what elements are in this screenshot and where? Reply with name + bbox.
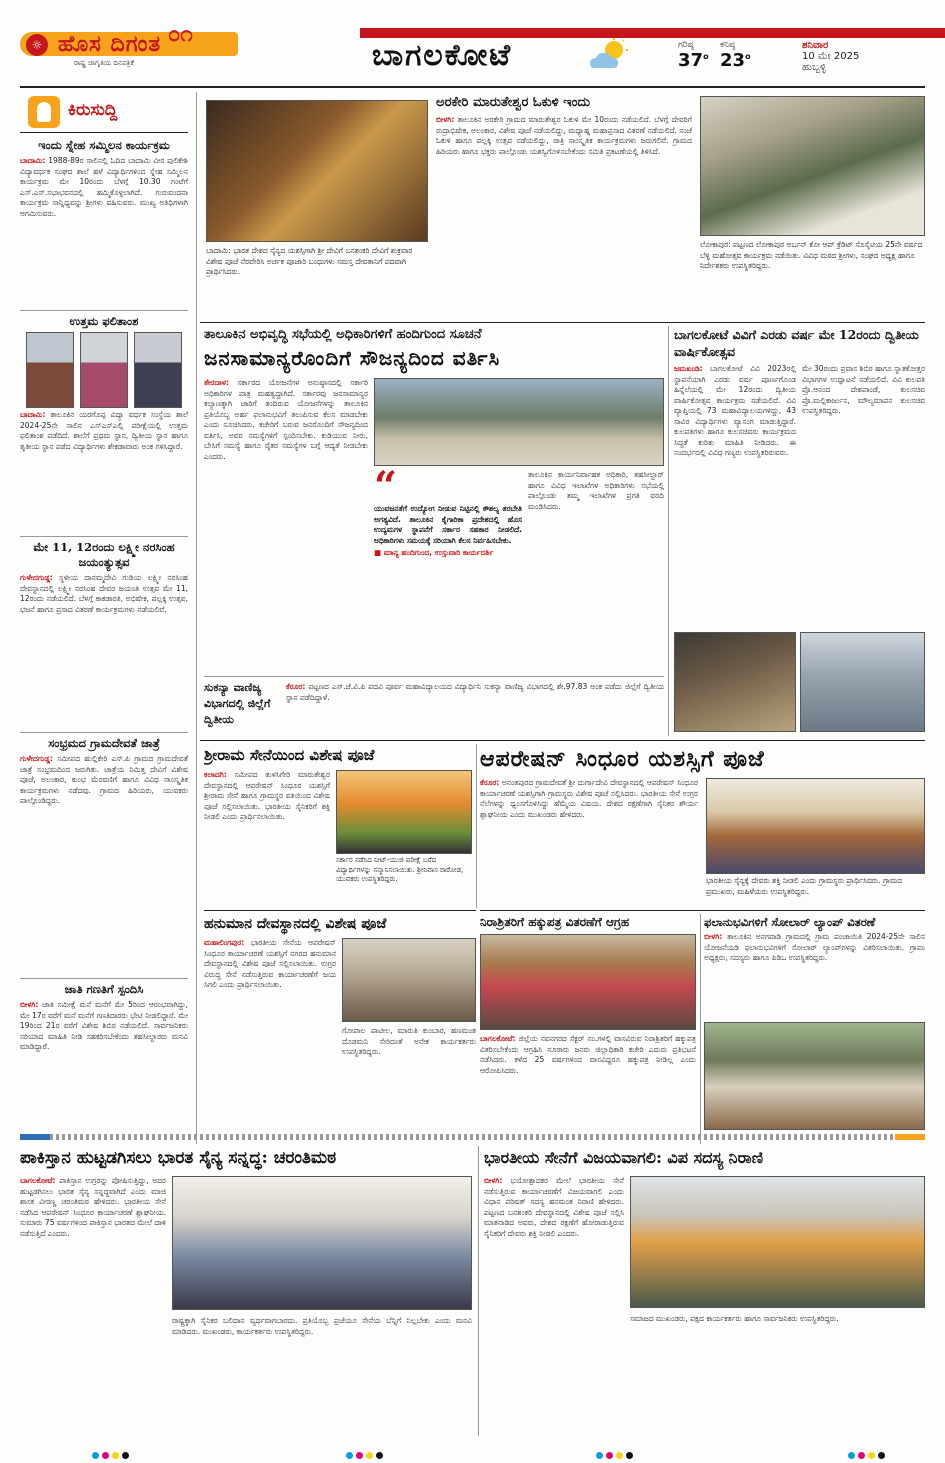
solar-story: ಫಲಾನುಭವಿಗಳಿಗೆ ಸೋಲಾರ್ ಲ್ಯಾಂಪ್ ವಿತರಣೆ ಬೀಳಗಿ: ತಾಲೂಕಿನ ಅನಗವಾಡಿ ಗ್ರಾಮದಲ್ಲಿ ಗ್ರಾಮ ಪಂಚಾಯಿತಿ 2024-25ನೇ ಸಾಲಿನ ಯೋಜನೆಯಡಿ ಫಲಾನುಭವಿಗಳಿಗೆ ಸೋಲಾರ್ ಲ್ಯಾಂಪ್‌ಗಳನ್ನು ವಿತರಿಸಲಾಯಿತು. ಗ್ರಾಪಂ ಅಧ್ಯಕ್ಷರು, ಸದಸ್ಯರು ಹಾಗೂ ಪಿಡಿಒ ಉಪಸ್ಥಿತರಿದ್ದರು. (704, 914, 925, 1144)
newspaper-logo: ☼ ಹೊಸ ದಿಗಂತ ರಾಷ್ಟ್ರ ಜಾಗೃತಿಯ ದಿನಪತ್ರಿಕೆ (20, 32, 238, 78)
dashed-divider (20, 1134, 925, 1140)
registration-dots (596, 1444, 636, 1452)
student-photo (134, 332, 182, 408)
min-temp: ಕನಿಷ್ಠ 23$^o$ (720, 40, 751, 71)
society-photo (700, 96, 925, 236)
temple-photo (206, 100, 428, 242)
pakistan-photo (172, 1176, 472, 1310)
vv-story: ಬಾಗಲಕೋಟೆ ವಿವಿಗೆ ಎರಡು ವರ್ಷ ಮೇ 12ರಂದು ದ್ವಿತೀಯ ವಾರ್ಷಿಕೋತ್ಸವ ಜಮಖಂಡಿ: ಬಾಗಲಕೋಟೆ ವಿವಿ 2023ರಲ್ಲಿ ಸ್ಥಾಪನೆಯಾಗಿ ಎರಡು ವರ್ಷ ಪೂರ್ಣಗೊಂಡ ಹಿನ್ನೆಲೆಯಲ್ಲಿ ಮೇ 12ರಂದು ದ್ವಿತೀಯ ವಾರ್ಷಿಕೋತ್ಸವ ಕಾರ್ಯಕ್ರಮ ನಡೆಯಲಿದೆ. ವಿವಿ ವ್ಯಾಪ್ತಿಯಲ್ಲಿ 73 ಮಹಾವಿದ್ಯಾಲಯಗಳಿದ್ದು, 43 ಸಾವಿರ ವಿದ್ಯಾರ್ಥಿಗಳು ವ್ಯಾಸಂಗ ಮಾಡುತ್ತಿದ್ದಾರೆ. ಕುಲಪತಿಗಳು ಹಾಗೂ ಕುಲಸಚಿವರು ಕಾರ್ಯಕ್ರಮದ ಸಿದ್ಧತೆ ಕುರಿತು ಮಾಹಿತಿ ನೀಡಿದರು. ಈ ಸಂದರ್ಭದಲ್ಲಿ ವಿವಿಧ ಗಣ್ಯರು ಉಪಸ್ಥಿತರಿರುವರು. ಮೇ 30ರಂದು ಪ್ರವಾಸ ಶಿಬಿರ ಹಾಗೂ ಸ್ನಾತಕೋತ್ತರ ವಿಭಾಗಗಳ ಉದ್ಘಾಟನೆ ನಡೆಯಲಿದೆ. ವಿವಿ ಕುಲಪತಿ ಪ್ರೊ.ಆನಂದ ದೇಶಪಾಂಡೆ, ಕುಲಸಚಿವ ಪ್ರೊ.ಮಲ್ಲಿಕಾರ್ಜುನ, ಮೌಲ್ಯಮಾಪನ ಕುಲಸಚಿವ ಉಪಸ್ಥಿತರಿದ್ದರು. (674, 327, 925, 457)
page-number: ೦೧ (168, 22, 193, 47)
kirusuddi-header: ಕಿರುಸುದ್ದಿ (20, 92, 188, 132)
kirusuddi-sidebar (20, 92, 188, 1144)
max-temp: ಗರಿಷ್ಠ 37$^o$ (678, 40, 709, 71)
hanuman-photo (342, 938, 476, 1022)
protest-photo (480, 934, 696, 1030)
finger-icon (28, 96, 60, 128)
top-band (360, 28, 945, 38)
vv-photo-speaker (674, 632, 796, 732)
sriram-story: ಶ್ರೀರಾಮ ಸೇನೆಯಿಂದ ವಿಶೇಷ ಪೂಜೆ ಕಲಾದಗಿ: ಸಮೀಪದ ತುಳಸಿಗೇರಿ ಮಾರುತೇಶ್ವರ ದೇವಸ್ಥಾನದಲ್ಲಿ ಆಪರೇಷನ್ ಸಿಂಧೂರ ಯಶಸ್ಸಿಗೆ ಶ್ರೀರಾಮ ಸೇನೆ ಹಾಗೂ ಗ್ರಾಮಸ್ಥರ ವತಿಯಿಂದ ವಿಶೇಷ ಪೂಜೆ ಸಲ್ಲಿಸಲಾಯಿತು. ಭಾರತೀಯ ಸೈನಿಕರಿಗೆ ಶಕ್ತಿ ನೀಡಲಿ ಎಂದು ಪ್ರಾರ್ಥಿಸಲಾಯಿತು. ಸರ್ಕಾರ ನಡೆಸಿದ ನೀಟ್-ಯುಜಿ ಪರೀಕ್ಷೆ ಬರೆದ ವಿದ್ಯಾರ್ಥಿಗಳನ್ನು ಸನ್ಮಾನಿಸಲಾಯಿತು. ಶ್ರೀನಿವಾಸ ರಾಠೋಡ, ಯುವಕರು ಉಪಸ್ಥಿತರಿದ್ದರು. (204, 744, 472, 908)
weather-icon (588, 38, 630, 72)
sukanya-story: ಸುಕನ್ಯಾ ವಾಣಿಜ್ಯ ವಿಭಾಗದಲ್ಲಿ ಜಿಲ್ಲೆಗೆ ದ್ವಿತೀಯ ಕೆರೂರ: ಪಟ್ಟಣದ ಎಸ್.ಜೆ.ವಿ.ಪಿ ಪದವಿ ಪೂರ್ವ ಮಹಾವಿದ್ಯಾಲಯದ ವಿದ್ಯಾರ್ಥಿನಿ ಸುಕನ್ಯಾ ವಾಣಿಜ್ಯ ವಿಭಾಗದಲ್ಲಿ ಶೇ.97.83 ಅಂಕ ಪಡೆದು ಜಿಲ್ಲೆಗೆ ದ್ವಿತೀಯ ಸ್ಥಾನ ಪಡೆದಿದ್ದಾಳೆ. (204, 681, 664, 726)
temple-photo-caption: ಬಾದಾಮಿ: ಭಾರತ ದೇಶದ ಸೈನ್ಯದ ಯಶಸ್ಸಿಗಾಗಿ ಶ್ರೀ ದೇವಿಗೆ ಬನಶಂಕರಿ ದೇವಿಗೆ ಶುಕ್ರವಾರ ವಿಶೇಷ ಪೂಜೆ ನೆರವೇರಿಸಿ ಅರ್ಚಕ ಪೂಜಾರಿ ಬಂಧುಗಳು ಸಮಸ್ತ ದೇವತಾನಿಗೆ ಪದವಾಗಿ ಪ್ರಾರ್ಥಿಸಿದರು. (206, 246, 413, 276)
meeting-photo (374, 378, 664, 466)
solar-photo (704, 1022, 925, 1130)
lead-headline: ಜನಸಾಮಾನ್ಯರೊಂದಿಗೆ ಸೌಜನ್ಯದಿಂದ ವರ್ತಿಸಿ (204, 346, 501, 370)
society-photo-caption: ಲೋಕಾಪುರ: ಪಟ್ಟಣದ ಲೋಕಾಪುರ ಅರ್ಬನ್ ಕೋ ಆಪ್ ಕ್ರೆಡಿಟ್ ಸೊಸೈಟಿಯ 25ನೇ ವರ್ಷದ ಬೆಳ್ಳಿ ಮಹೋತ್ಸವ ಕಾರ್ಯಕ್ರಮ ನಡೆಯಿತು. ವಿವಿಧ ಮಠದ ಶ್ರೀಗಳು, ಸಂಘದ ಅಧ್ಯಕ್ಷ ಹಾಗೂ ನಿರ್ದೇಶಕರು ಉಪಸ್ಥಿತರಿದ್ದರು. (700, 240, 923, 270)
sriram-photo (336, 770, 472, 854)
section-title: ಬಾಗಲಕೋಟೆ (372, 38, 513, 73)
sidebar-item: ಉತ್ತಮ ಫಲಿತಾಂಶ ಬಾದಾಮಿ: ತಾಲೂಕಿನ ಯರಗೊಪ್ಪ ವಿದ್ಯಾ ವರ್ಧಕ ಸಂಸ್ಥೆಯ ಶಾಲೆ 2024-25ನೇ ಸಾಲಿನ ಎಸ್ಎಸ್ಎಲ್ಸಿ ಪರೀಕ್ಷೆಯಲ್ಲಿ ಉತ್ತಮ ಫಲಿತಾಂಶ ಪಡೆದಿದೆ. ಶಾಲೆಗೆ ಪ್ರಥಮ ಸ್ಥಾನ, ದ್ವಿತೀಯ ಸ್ಥಾನ ಹಾಗೂ ತೃತೀಯ ಸ್ಥಾನ ಪಡೆದ ವಿದ್ಯಾರ್ಥಿಗಳು ಶೇಕಡಾವಾರು ಅಂಕ ಗಳಿಸಿದ್ದಾರೆ. (20, 314, 188, 451)
sindoor-photo (706, 778, 925, 874)
lead-story: ತಾಲೂಕಿನ ಅಭಿವೃದ್ಧಿ ಸಭೆಯಲ್ಲಿ ಅಧಿಕಾರಿಗಳಿಗೆ ಹಂದಿಗುಂದ ಸೂಚನೆ ಜನಸಾಮಾನ್ಯರೊಂದಿಗೆ ಸೌಜನ್ಯದಿಂದ ವರ್ತಿಸಿ ತೇರದಾಳ: ಸರ್ಕಾರದ ಯೋಜನೆಗಳ ಅನುಷ್ಠಾನದಲ್ಲಿ ಸರ್ಕಾರಿ ಅಧಿಕಾರಿಗಳ ಪಾತ್ರ ಮಹತ್ವದ್ದಾಗಿದೆ. ಸರ್ಕಾರವು ಜನಸಾಮಾನ್ಯರ ಕಲ್ಯಾಣಕ್ಕಾಗಿ ಜಾರಿಗೆ ತಂದಿರುವ ಯೋಜನೆಗಳನ್ನು ತಾಲೂಕಿನ ಪ್ರತಿಯೊಬ್ಬ ಅರ್ಹ ಫಲಾನುಭವಿಗೆ ತಲುಪಿಸುವ ಕೆಲಸ ಮಾಡಬೇಕು ಎಂದು ಸೂಚಿಸಿದರು. ಕಚೇರಿಗೆ ಬರುವ ಜನರೊಂದಿಗೆ ಸೌಜನ್ಯದಿಂದ ವರ್ತಿಸಿ, ಅವರ ಸಮಸ್ಯೆಗಳಿಗೆ ಸ್ಪಂದಿಸಬೇಕು. ಕುಡಿಯುವ ನೀರು, ಬೇಸಿಗೆ ಸಮಸ್ಯೆ ಹಾಗೂ ರೈತರ ಸಮಸ್ಯೆಗಳ ಬಗ್ಗೆ ಆದ್ಯತೆ ನೀಡಬೇಕು ಎಂದರು. “ ಯುವಜನತೆಗೆ ಉದ್ಯೋಗ ನೀಡುವ ನಿಟ್ಟಿನಲ್ಲಿ ಕೌಶಲ್ಯ ತರಬೇತಿ ಅಗತ್ಯವಿದೆ. ತಾಲೂಕಿನ ಕೈಗಾರಿಕಾ ಪ್ರದೇಶದಲ್ಲಿ ಹೊಸ ಉದ್ಯಮಗಳ ಸ್ಥಾಪನೆಗೆ ಸರ್ಕಾರ ಸಹಕಾರ ನೀಡಲಿದೆ. ಅಧಿಕಾರಿಗಳು ಸಮಯಕ್ಕೆ ಸರಿಯಾಗಿ ಕೆಲಸ ನಿರ್ವಹಿಸಬೇಕು. ■ ಮಾನ್ಯ ಹಂದಿಗುಂದ, ಉಸ್ತುವಾರಿ ಕಾರ್ಯದರ್ಶಿ ತಾಲೂಕಿನ ಕಾರ್ಯನಿರ್ವಾಹಕ ಅಧಿಕಾರಿ, ತಹಸೀಲ್ದಾರ್ ಹಾಗೂ ವಿವಿಧ ಇಲಾಖೆಗಳ ಅಧಿಕಾರಿಗಳು ಸಭೆಯಲ್ಲಿ ಪಾಲ್ಗೊಂಡು ತಮ್ಮ ಇಲಾಖೆಗಳ ಪ್ರಗತಿ ವರದಿ ಮಂಡಿಸಿದರು. (204, 326, 664, 736)
quote-box: “ ಯುವಜನತೆಗೆ ಉದ್ಯೋಗ ನೀಡುವ ನಿಟ್ಟಿನಲ್ಲಿ ಕೌಶಲ್ಯ ತರಬೇತಿ ಅಗತ್ಯವಿದೆ. ತಾಲೂಕಿನ ಕೈಗಾರಿಕಾ ಪ್ರದೇಶದಲ್ಲಿ ಹೊಸ ಉದ್ಯಮಗಳ ಸ್ಥಾಪನೆಗೆ ಸರ್ಕಾರ ಸಹಕಾರ ನೀಡಲಿದೆ. ಅಧಿಕಾರಿಗಳು ಸಮಯಕ್ಕೆ ಸರಿಯಾಗಿ ಕೆಲಸ ನಿರ್ವಹಿಸಬೇಕು. ■ ಮಾನ್ಯ ಹಂದಿಗುಂದ, ಉಸ್ತುವಾರಿ ಕಾರ್ಯದರ್ಶಿ (374, 470, 522, 557)
vv-photo-hall (800, 632, 925, 732)
accent-bar (895, 1134, 925, 1140)
sindoor-story: ಆಪರೇಷನ್ ಸಿಂಧೂರ ಯಶಸ್ಸಿಗೆ ಪೂಜೆ ಕೆರೂರ: ಅನಂತಪುರದ ಗ್ರಾಮದೇವತೆ ಶ್ರೀ ದುರ್ಗಾದೇವಿ ದೇವಸ್ಥಾನದಲ್ಲಿ ಆಪರೇಷನ್ ಸಿಂಧೂರ ಕಾರ್ಯಾಚರಣೆ ಯಶಸ್ಸಿಗಾಗಿ ಗ್ರಾಮಸ್ಥರು ವಿಶೇಷ ಪೂಜೆ ಸಲ್ಲಿಸಿದರು. ಭಾರತೀಯ ಸೇನೆ ಉಗ್ರರ ನೆಲೆಗಳನ್ನು ಧ್ವಂಸಗೊಳಿಸಿದ್ದು ಹೆಮ್ಮೆಯ ವಿಷಯ. ದೇಶದ ರಕ್ಷಣೆಗಾಗಿ ಸೈನಿಕರ ಶೌರ್ಯ ಶ್ಲಾಘನೀಯ ಎಂದು ಮುಖಂಡರು ಹೇಳಿದರು. ಭಾರತೀಯ ಸೈನ್ಯಕ್ಕೆ ದೇವರು ಶಕ್ತಿ ನೀಡಲಿ ಎಂದು ಗ್ರಾಮಸ್ಥರು ಪ್ರಾರ್ಥಿಸಿದರು. ಗ್ರಾಮದ ಪ್ರಮುಖರು, ಮಹಿಳೆಯರು ಉಪಸ್ಥಿತರಿದ್ದರು. (480, 744, 925, 908)
quote-icon: “ (374, 470, 398, 510)
accent-bar (20, 1134, 50, 1140)
niras-story: ನಿರಾಶ್ರಿತರಿಗೆ ಹಕ್ಕುಪತ್ರ ವಿತರಣೆಗೆ ಆಗ್ರಹ ಬಾಗಲಕೋಟೆ: ಜಿಲ್ಲೆಯ ನವನಗರದ ಸೆಕ್ಟರ್ ನಂ.ಗಳಲ್ಲಿ ವಾಸವಿರುವ ನಿರಾಶ್ರಿತರಿಗೆ ಹಕ್ಕುಪತ್ರ ವಿತರಿಸಬೇಕೆಂದು ಆಗ್ರಹಿಸಿ ನೂರಾರು ಜನರು ಜಿಲ್ಲಾಧಿಕಾರಿ ಕಚೇರಿ ಎದುರು ಪ್ರತಿಭಟನೆ ನಡೆಸಿದರು. ಕಳೆದ 25 ವರ್ಷಗಳಿಂದ ವಾಸವಿದ್ದರೂ ಹಕ್ಕುಪತ್ರ ನೀಡಿಲ್ಲ ಎಂದು ಆರೋಪಿಸಿದರು. (480, 915, 696, 1075)
hanuman-story: ಹನುಮಾನ ದೇವಸ್ಥಾನದಲ್ಲಿ ವಿಶೇಷ ಪೂಜೆ ಮಹಾಲಿಂಗಪುರ: ಭಾರತೀಯ ಸೇನೆಯ ಆಪರೇಷನ್ ಸಿಂಧೂರ ಕಾರ್ಯಾಚರಣೆ ಯಶಸ್ಸಿಗೆ ನಗರದ ಹನುಮಾನ ದೇವಸ್ಥಾನದಲ್ಲಿ ವಿಶೇಷ ಪೂಜೆ ಸಲ್ಲಿಸಲಾಯಿತು. ಉಗ್ರರ ವಿರುದ್ಧ ಸೇನೆ ನಡೆಸುತ್ತಿರುವ ಕಾರ್ಯಾಚರಣೆಗೆ ಜಯ ಸಿಗಲಿ ಎಂದು ಪ್ರಾರ್ಥಿಸಲಾಯಿತು. ಗೋಪಾಲ ಪಾಟೀಲ, ಮಾರುತಿ ಕುಂಬಾರ, ಹಣಮಂತ ದೊಡಮನಿ ಸೇರಿದಂತೆ ಅನೇಕ ಕಾರ್ಯಕರ್ತರು ಉಪಸ್ಥಿತರಿದ್ದರು. (204, 916, 476, 1056)
registration-dots (346, 1444, 386, 1452)
student-photo (26, 332, 74, 408)
vijaya-photo (630, 1176, 925, 1308)
masthead (0, 0, 945, 90)
student-photos (20, 332, 188, 410)
pakistan-story: ಪಾಕಿಸ್ತಾನ ಹುಟ್ಟಡಗಿಸಲು ಭಾರತ ಸೈನ್ಯ ಸನ್ನದ್ಧ: ಚರಂತಿಮಠ ಬಾಗಲಕೋಟೆ: ಪಾಕಿಸ್ತಾನ ಉಗ್ರರನ್ನು ಪೋಷಿಸುತ್ತಿದ್ದು, ಅದರ ಹುಟ್ಟಡಗಿಸಲು ಭಾರತ ಸೈನ್ಯ ಸನ್ನದ್ಧವಾಗಿದೆ ಎಂದು ಮಾಜಿ ಶಾಸಕ ವೀರಣ್ಣ ಚರಂತಿಮಠ ಹೇಳಿದರು. ಭಾರತೀಯ ಸೇನೆ ನಡೆಸಿದ ಆಪರೇಷನ್ ಸಿಂಧೂರ ಕಾರ್ಯಾಚರಣೆ ಶ್ಲಾಘನೀಯ. ಸುಮಾರು 75 ವರ್ಷಗಳಿಂದ ಪಾಕಿಸ್ತಾನ ಭಾರತದ ಮೇಲೆ ದಾಳಿ ನಡೆಸುತ್ತಿದೆ ಎಂದರು. ರಾಷ್ಟ್ರಕ್ಕಾಗಿ ಸೈನಿಕರ ಬಲಿದಾನ ವ್ಯರ್ಥವಾಗಬಾರದು. ಪ್ರತಿಯೊಬ್ಬ ಪ್ರಜೆಯೂ ಸೇನೆಯ ಬೆನ್ನಿಗೆ ನಿಲ್ಲಬೇಕು ಎಂದು ಮನವಿ ಮಾಡಿದರು. ಮುಖಂಡರು, ಕಾರ್ಯಕರ್ತರು ಉಪಸ್ಥಿತರಿದ್ದರು. (20, 1148, 472, 1336)
lamp-icon: ☼ (26, 34, 48, 56)
dateline-box: ಶನಿವಾರ 10 ಮೇ 2025 ಹುಬ್ಬಳ್ಳಿ (802, 40, 860, 73)
lead-kicker: ತಾಲೂಕಿನ ಅಭಿವೃದ್ಧಿ ಸಭೆಯಲ್ಲಿ ಅಧಿಕಾರಿಗಳಿಗೆ ಹಂದಿಗುಂದ ಸೂಚನೆ (204, 327, 482, 342)
sidebar-item: ಇಂದು ಸ್ನೇಹ ಸಮ್ಮಿಲನ ಕಾರ್ಯಕ್ರಮ ಬಾದಾಮಿ: 1988-89ರ ಸಾಲಿನಲ್ಲಿ ಓದಿದ ಬಾದಾಮಿ ವೀರ ಪುಲಿಕೇಶಿ ವಿದ್ಯಾವರ್ಧಕ ಸಂಘದ ಶಾಲೆ ಹಳೆ ವಿದ್ಯಾರ್ಥಿಗಳಿಂದ ಸ್ನೇಹ ಸಮ್ಮಿಲನ ಕಾರ್ಯಕ್ರಮ ಮೇ 10ರಂದು ಬೆಳಗ್ಗೆ 10.30 ಗಂಟೆಗೆ ಎಸ್.ಎಸ್.ಸಭಾಭವನದಲ್ಲಿ ಹಮ್ಮಿಕೊಳ್ಳಲಾಗಿದೆ. ಗುರುವಂದನಾ ಕಾರ್ಯಕ್ರಮ ಸಾನ್ನಿಧ್ಯವನ್ನು ಶ್ರೀಗಳು ವಹಿಸುವರು. ಮುಖ್ಯ ಅತಿಥಿಗಳಾಗಿ ಆಗಮಿಸುವರು. (20, 138, 188, 218)
sidebar-item: ಸಂಭ್ರಮದ ಗ್ರಾಮದೇವತೆ ಜಾತ್ರೆ ಗುಳೇದಗುಡ್ಡ: ಸಮೀಪದ ಹುಲ್ಲಿಕೇರಿ ಎಸ್.ಪಿ ಗ್ರಾಮದ ಗ್ರಾಮದೇವತೆ ಜಾತ್ರೆ ಸಂಭ್ರಮದಿಂದ ಜರುಗಿತು. ಜಾತ್ರೆಯ ನಿಮಿತ್ತ ದೇವಿಗೆ ವಿಶೇಷ ಪೂಜೆ, ಅಲಂಕಾರ, ಕುಂಭ ಮೆರವಣಿಗೆ ಹಾಗೂ ವಿವಿಧ ಸಾಂಸ್ಕೃತಿಕ ಕಾರ್ಯಕ್ರಮಗಳು ನಡೆದವು. ಗ್ರಾಮದ ಹಿರಿಯರು, ಯುವಕರು ಪಾಲ್ಗೊಂಡಿದ್ದರು. (20, 736, 188, 805)
registration-dots (848, 1444, 888, 1452)
arakeri-story: ಅರಕೇರಿ ಮಾರುತೇಶ್ವರ ಓಕುಳಿ ಇಂದು ಬೀಳಗಿ: ತಾಲೂಕಿನ ಅರಕೇರಿ ಗ್ರಾಮದ ಮಾರುತೇಶ್ವರ ಓಕುಳಿ ಮೇ 10ರಂದು ನಡೆಯಲಿದೆ. ಬೆಳಗ್ಗೆ ದೇವರಿಗೆ ರುದ್ರಾಭಿಷೇಕ, ಅಲಂಕಾರ, ವಿಶೇಷ ಪೂಜೆ ನಡೆಯಲಿದ್ದು, ಮಧ್ಯಾಹ್ನ ಮಹಾಪ್ರಸಾದ ವಿತರಣೆ ನಡೆಯಲಿದೆ. ಸಂಜೆ ಓಕುಳಿ ಹಾಗೂ ಪಲ್ಲಕ್ಕಿ ಉತ್ಸವ ನಡೆಯಲಿದ್ದು, ರಾತ್ರಿ ಸಾಂಸ್ಕೃತಿಕ ಕಾರ್ಯಕ್ರಮಗಳು ಜರುಗಲಿವೆ. ಗ್ರಾಮದ ಹಿರಿಯರು ಹಾಗೂ ಭಕ್ತರು ಪಾಲ್ಗೊಂಡು ಯಶಸ್ವಿಗೊಳಿಸಬೇಕೆಂದು ಸಮಿತಿ ಪ್ರಕಟಣೆಯಲ್ಲಿ ತಿಳಿಸಿದೆ. (436, 95, 692, 156)
student-photo (80, 332, 128, 408)
sidebar-item: ಮೇ 11, 12ರಂದು ಲಕ್ಷ್ಮೀ ನರಸಿಂಹ ಜಯಂತ್ಯುತ್ಸವ ಗುಳೇದಗುಡ್ಡ: ಸ್ಥಳೀಯ ದಾನಮ್ಮದೇವಿ ಗುಡಿಯ ಲಕ್ಷ್ಮೀ ನರಸಿಂಹ ದೇವಸ್ಥಾನದಲ್ಲಿ ಲಕ್ಷ್ಮೀ ನರಸಿಂಹ ದೇವರ ಜಯಂತಿ ಉತ್ಸವ ಮೇ 11, 12ರಂದು ನಡೆಯಲಿದೆ. ಬೆಳಗ್ಗೆ ಕಾಕಡಾರತಿ, ಅಭಿಷೇಕ, ಪಲ್ಲಕ್ಕಿ ಉತ್ಸವ, ಭಜನೆ ಹಾಗೂ ಪ್ರಸಾದ ವಿತರಣೆ ಕಾರ್ಯಕ್ರಮಗಳು ನಡೆಯಲಿವೆ. (20, 540, 188, 614)
sidebar-item: ಜಾತಿ ಗಣತಿಗೆ ಸ್ಪಂದಿಸಿ ಬೀಳಗಿ: ಜಾತಿ ಸಮೀಕ್ಷೆ ಮನೆ ಮನೆಗೆ ಮೇ 5ರಿಂದ ಆರಂಭವಾಗಿದ್ದು, ಮೇ 17ರ ವರೆಗೆ ಮನೆ ಮನೆಗೆ ಗಣತಿದಾರರು ಭೇಟಿ ನೀಡಲಿದ್ದಾರೆ. ಮೇ 19ರಿಂದ 21ರ ವರೆಗೆ ವಿಶೇಷ ಶಿಬಿರ ನಡೆಯಲಿದೆ. ಸಾರ್ವಜನಿಕರು ಸರಿಯಾದ ಮಾಹಿತಿ ನೀಡಿ ಸಹಕರಿಸಬೇಕೆಂದು ತಹಸೀಲ್ದಾರರು ಮನವಿ ಮಾಡಿದ್ದಾರೆ. (20, 982, 188, 1051)
registration-dots (92, 1444, 132, 1452)
vijaya-story: ಭಾರತೀಯ ಸೇನೆಗೆ ವಿಜಯವಾಗಲಿ: ವಿಪ ಸದಸ್ಯ ನಿರಾಣಿ ಬೀಳಗಿ: ಭಯೋತ್ಪಾದಕರ ಮೇಲೆ ಭಾರತೀಯ ಸೇನೆ ನಡೆಸುತ್ತಿರುವ ಕಾರ್ಯಾಚರಣೆಗೆ ವಿಜಯವಾಗಲಿ ಎಂದು ವಿಧಾನ ಪರಿಷತ್ ಸದಸ್ಯ ಹನಮಂತ ನಿರಾಣಿ ಹೇಳಿದರು. ಪಟ್ಟಣದ ಬನಶಂಕರಿ ದೇವಸ್ಥಾನದಲ್ಲಿ ವಿಶೇಷ ಪೂಜೆ ಸಲ್ಲಿಸಿ ಮಾತನಾಡಿದ ಅವರು, ದೇಶದ ರಕ್ಷಣೆಗೆ ಹೋರಾಡುತ್ತಿರುವ ಸೈನಿಕರಿಗೆ ದೇವರು ಶಕ್ತಿ ನೀಡಲಿ ಎಂದರು. ಸಮಾಜದ ಮುಖಂಡರು, ಪಕ್ಷದ ಕಾರ್ಯಕರ್ತರು ಹಾಗೂ ಸಾರ್ವಜನಿಕರು ಉಪಸ್ಥಿತರಿದ್ದರು. (484, 1146, 925, 1436)
